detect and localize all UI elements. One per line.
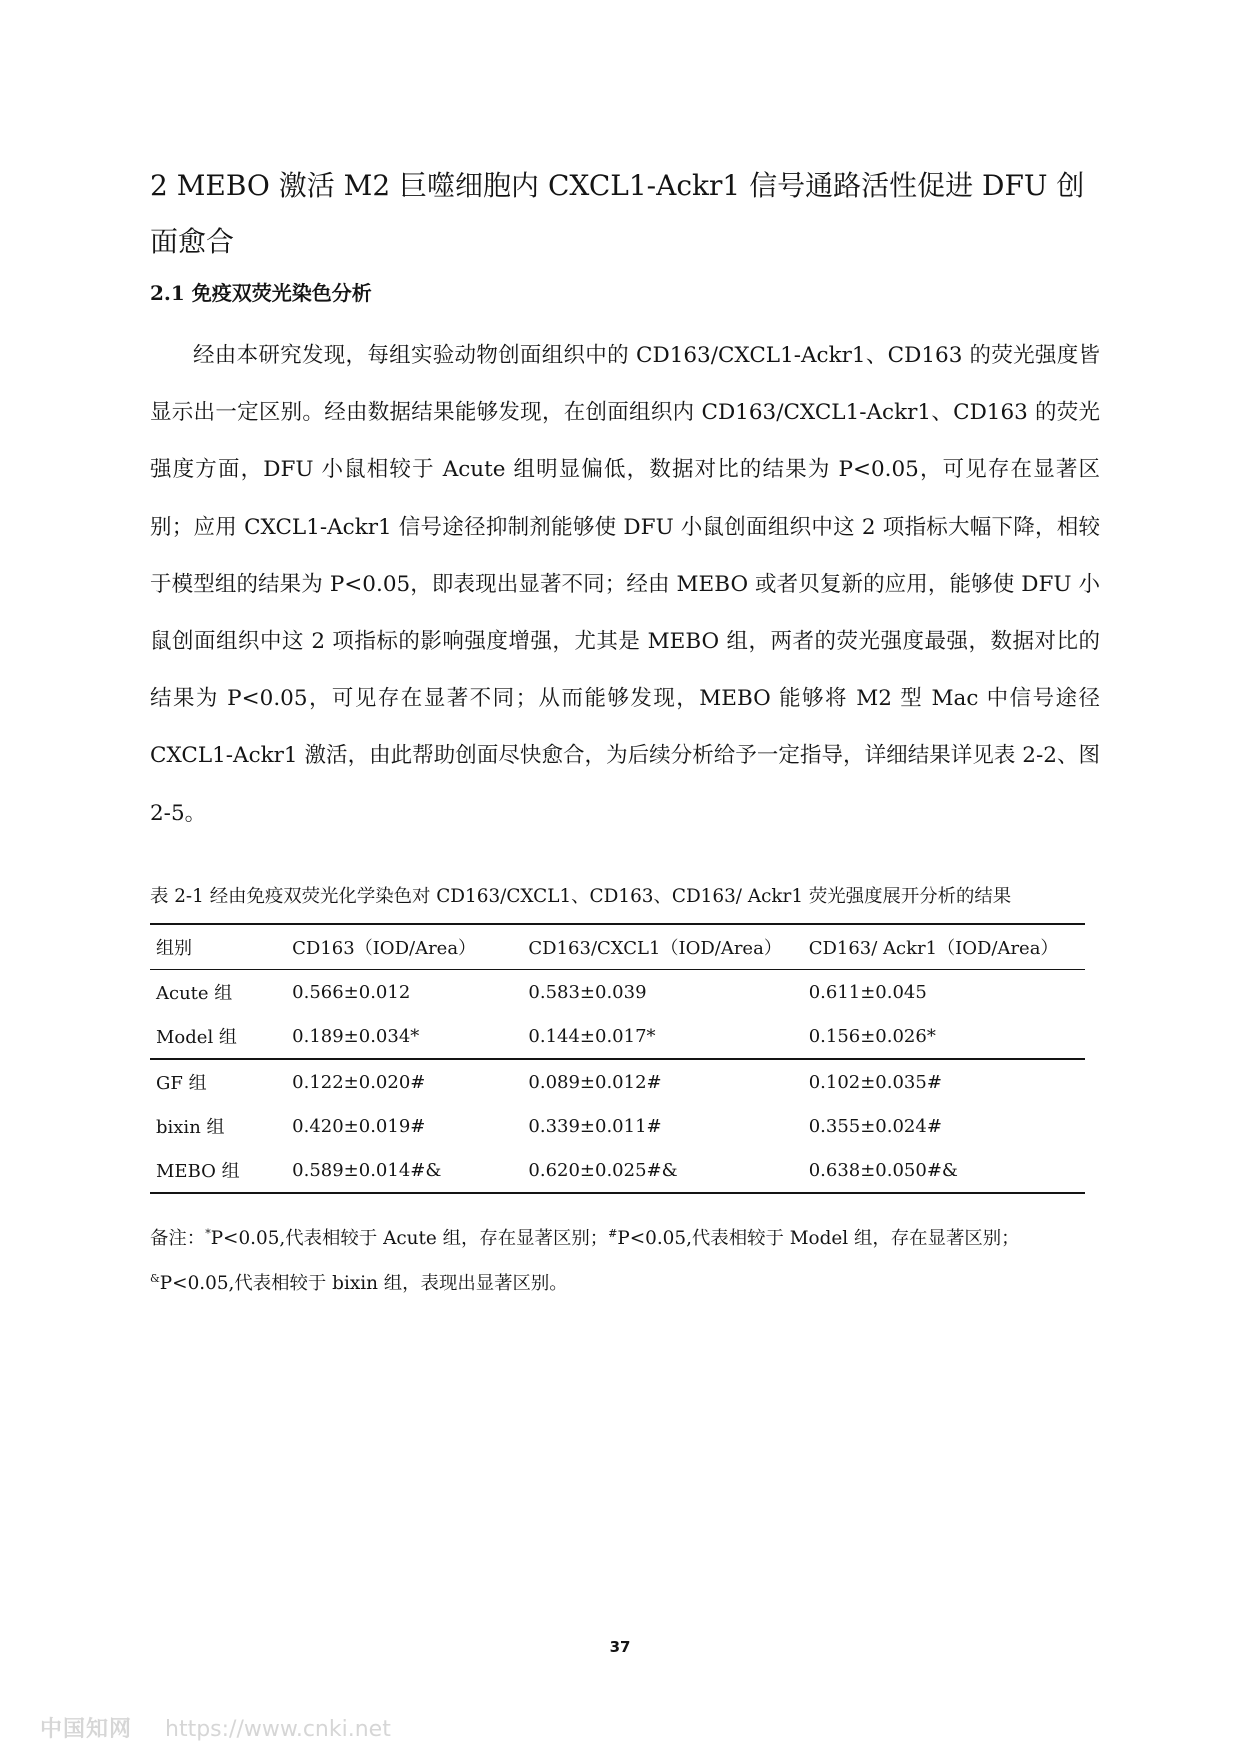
table-cell: 0.189±0.034* bbox=[292, 1025, 420, 1047]
table-cell: 0.583±0.039 bbox=[528, 981, 647, 1003]
table-header-cell: CD163/CXCL1（IOD/Area） bbox=[528, 938, 782, 959]
results-table bbox=[150, 923, 1085, 1194]
table-cell: 0.420±0.019# bbox=[292, 1115, 426, 1137]
table-cell: 0.102±0.035# bbox=[803, 1059, 1085, 1104]
table-cell: 0.620±0.025#& bbox=[522, 1148, 802, 1193]
table-note bbox=[150, 1214, 1100, 1304]
table-cell: GF 组 bbox=[150, 1059, 286, 1104]
table-header-cell: CD163/ Ackr1（IOD/Area） bbox=[808, 938, 1059, 959]
section-title: 2 MEBO 激活 M2 巨噬细胞内 CXCL1-Ackr1 信号通路活性促进 DFU 创面愈合 bbox=[150, 169, 1085, 258]
table-cell: 0.589±0.014#& bbox=[286, 1148, 522, 1193]
table-cell: Model 组 bbox=[156, 1027, 237, 1048]
table-cell: MEBO 组 bbox=[150, 1148, 286, 1193]
table-header-cell: CD163（IOD/Area） bbox=[292, 938, 477, 959]
note-mark: * bbox=[205, 1227, 211, 1240]
watermark-logo: 中国知网 bbox=[40, 1717, 133, 1742]
table-cell: bixin 组 bbox=[156, 1117, 225, 1138]
table-cell: 0.144±0.017* bbox=[528, 1025, 656, 1047]
table-row bbox=[150, 1148, 1085, 1193]
note-text: P<0.05,代表相较于 Model 组，存在显著区别； bbox=[617, 1228, 1020, 1250]
note-mark: & bbox=[150, 1272, 160, 1286]
table-row bbox=[150, 1059, 1085, 1104]
table-cell: 0.156±0.026* bbox=[808, 1025, 936, 1047]
body-paragraph: 经由本研究发现，每组实验动物创面组织中的 CD163/CXCL1-Ackr1、CD163 的荧光强度皆显示出一定区别。经由数据结果能够发现，在创面组织内 CD163/CXCL1-Ackr1、CD163 的荧光强度方面，DFU 小鼠相较于 Acute 组明显偏低，数据对比的结果为 P<0.05，可见存在显著区别；应用 CXCL1-Ackr1 信号途径抑制剂能够使 DFU 小鼠创面组织中这 2 项指标大幅下降，相较于模型组的结果为 P<0.05，即表现出显著不同；经由 MEBO 或者贝复新的应用，能够使 DFU 小鼠创面组织中这 2 项指标的影响强度增强，尤其是 MEBO 组，两者的荧光强度最强，数据对比的结果为 P<0.05，可见存在显著不同；从而能够发现，MEBO 能够将 M2 型 Mac 中信号途径 CXCL1-Ackr1 激活，由此帮助创面尽快愈合，为后续分析给予一定指导，详细结果详见表 2-2、图 2-5。 bbox=[150, 343, 1100, 826]
table-cell: 0.089±0.012# bbox=[522, 1059, 802, 1104]
table-cell: 0.611±0.045 bbox=[808, 981, 927, 1003]
watermark bbox=[40, 1712, 391, 1743]
table-cell: Acute 组 bbox=[156, 983, 233, 1004]
table-cell: 0.566±0.012 bbox=[292, 981, 411, 1003]
note-mark: # bbox=[608, 1227, 618, 1240]
note-text: P<0.05,代表相较于 bixin 组，表现出显著区别。 bbox=[159, 1273, 568, 1295]
table-cell: 0.122±0.020# bbox=[286, 1059, 522, 1104]
table-row bbox=[150, 1014, 1085, 1059]
subsection-title: 2.1 免疫双荧光染色分析 bbox=[150, 281, 372, 305]
table-cell: 0.355±0.024# bbox=[808, 1115, 942, 1137]
page-number: 37 bbox=[609, 1638, 631, 1656]
table-caption: 表 2-1 经由免疫双荧光化学染色对 CD163/CXCL1、CD163、CD163/ Ackr1 荧光强度展开分析的结果 bbox=[150, 886, 1012, 907]
table-header-cell: 组别 bbox=[156, 938, 192, 959]
table-row bbox=[150, 1104, 1085, 1148]
table-cell: 0.638±0.050#& bbox=[803, 1148, 1085, 1193]
table-row bbox=[150, 970, 1085, 1015]
watermark-url: https://www.cnki.net bbox=[165, 1717, 391, 1742]
table-header-row bbox=[150, 924, 1085, 970]
note-text: P<0.05,代表相较于 Acute 组，存在显著区别； bbox=[210, 1228, 609, 1250]
note-label: 备注： bbox=[150, 1228, 206, 1250]
table-cell: 0.339±0.011# bbox=[528, 1115, 662, 1137]
